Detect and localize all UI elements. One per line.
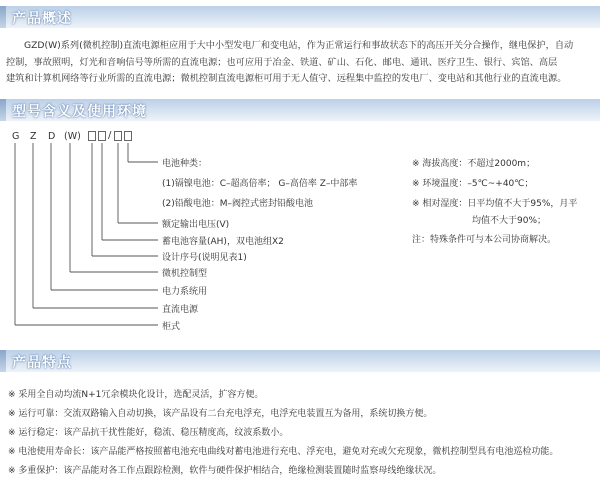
code-letter-g: G [12,131,20,142]
env-humidity-cont: 均值不大于90%； [472,216,547,226]
code-box-1 [88,131,96,141]
code-letter-z: Z [30,131,37,142]
banner-accent [0,6,6,28]
code-letter-w: (W) [64,131,81,142]
overview-line-3: 建筑和计算机网络等行业所需的直流电源；微机控制直流电源柜可用于无人值守、远程集中监控的发电厂、变电站和其他行业的直流电源。 [6,73,567,84]
code-box-2 [98,131,106,141]
overview-line-1: GZD(W)系列(微机控制)直流电源柜应用于大中小型发电厂和变电站，作为正常运行和事故状态下的高压开关分合操作，继电保护，自动 [24,40,574,51]
model-title: 型号含义及使用环境 [12,104,147,120]
feature-item: ※ 运行可靠：交流双路输入自动切换，该产品设有二台充电浮充，电浮充电装置互为备用，系统切换方便。 [8,409,433,419]
overview-banner [0,6,600,28]
features-banner [0,350,600,372]
code-box-3 [114,131,122,141]
label-nicd-battery: (1)镉镍电池：C–超高倍率； G–高倍率 Z–中部率 [162,179,358,189]
label-lead-acid-battery: (2)铅酸电池：M–阀控式密封铅酸电池 [162,199,314,209]
features-title: 产品特点 [12,355,72,371]
label-rated-voltage: 额定输出电压(V) [162,220,230,230]
env-humidity: ※ 相对湿度：日平均值不大于95%，月平 [412,199,578,209]
env-note: 注：特殊条件可与本公司协商解决。 [412,235,557,245]
banner-accent [0,99,6,121]
label-power-system: 电力系统用 [162,287,208,297]
feature-item: ※ 多重保护：该产品能对各工作点跟踪检测，软件与硬件保护相结合，绝缘检测装置随时监察母线绝缘状况。 [8,466,442,476]
label-battery-capacity: 蓄电池容量(AH)，双电池组X2 [162,237,284,247]
label-battery-type: 电池种类： [162,159,208,169]
env-altitude: ※ 海拔高度：不超过2000m； [412,159,536,169]
model-banner [0,99,600,121]
feature-item: ※ 运行稳定：该产品抗干扰性能好，稳流、稳压精度高，纹波系数小。 [8,428,289,438]
code-letter-d: D [48,131,56,142]
label-microcomputer: 微机控制型 [162,269,208,279]
env-temperature: ※ 环境温度：–5℃~+40℃； [412,179,534,189]
code-box-4 [124,131,132,141]
overview-line-2: 控制，事故照明，灯光和音响信号等所需的直流电源；也可应用于冶金、铁道、矿山、石化、邮电、通讯、医疗卫生、银行、宾馆、高层 [6,56,558,68]
feature-item: ※ 采用全自动均流N+1冗余模块化设计，选配灵活，扩容方便。 [8,390,264,400]
label-dc-power: 直流电源 [162,305,199,315]
code-slash: / [108,130,112,141]
label-cabinet: 柜式 [162,322,181,332]
overview-title: 产品概述 [12,11,72,27]
feature-item: ※ 电池使用寿命长：该产品能严格按照蓄电池充电曲线对蓄电池进行充电、浮充电，避免对充或欠充现象，微机控制型具有电池巡检功能。 [8,447,559,457]
overview-paragraph [6,38,594,88]
banner-accent [0,350,6,372]
label-design-number: 设计序号(说明见表1) [162,253,247,263]
